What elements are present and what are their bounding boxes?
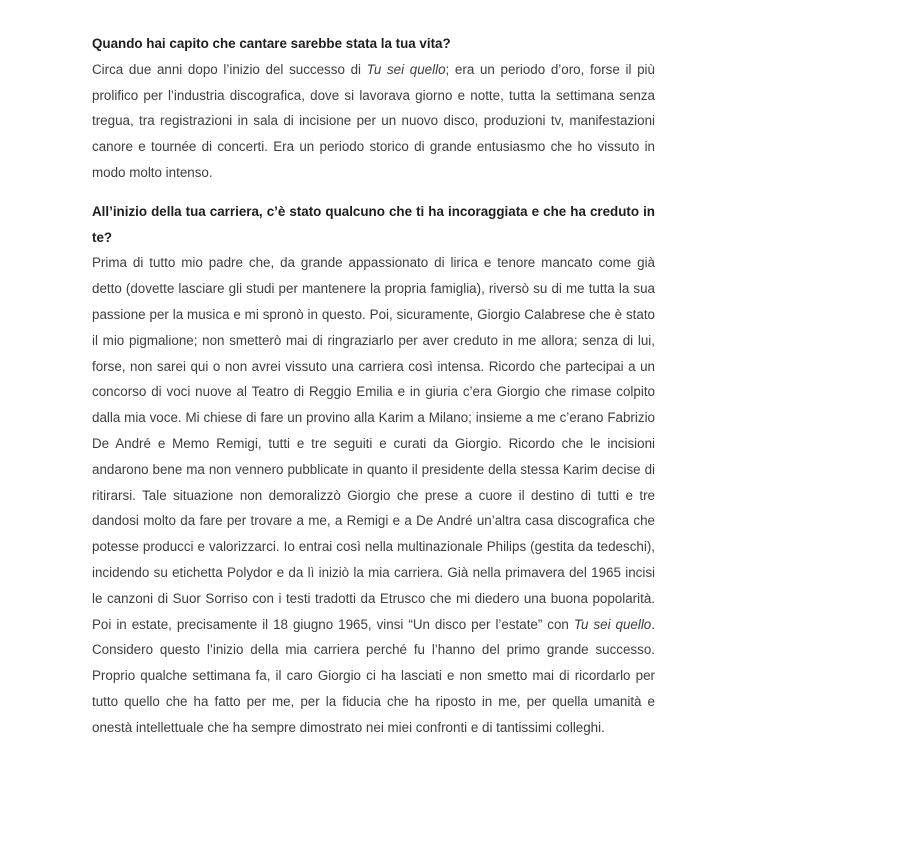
- answer-2: [92, 250, 655, 740]
- answer-2-text-a: Prima di tutto mio padre che, da grande appassionato di lirica e tenore mancato come già detto (dovette lasciare gli studi per mantenere la propria famiglia), riversò su di me tutta la sua passione per la musica e mi spronò in questo. Poi, sicuramente, Giorgio Calabrese che è stato il mio pigmalione; non smetterò mai di ringraziarlo per aver creduto in me allora; senza di lui, forse, non sarei qui o non avrei vissuto una carriera così intensa. Ricordo che partecipai a un concorso di voci nuove al Teatro di Reggio Emilia e in giuria c’era Giorgio che rimase colpito dalla mia voce. Mi chiese di fare un provino alla Karim a Milano; insieme a me c’erano Fabrizio De André e Memo Remigi, tutti e tre seguiti e curati da Giorgio. Ricordo che le incisioni andarono bene ma non vennero pubblicate in quanto il presidente della stessa Karim decise di ritirarsi. Tale situazione non demoralizzò Giorgio che prese a cuore il destino di tutti e tre dandosi molto da fare per trovare a me, a Remigi e a De André un’altra casa discografica che potesse producci e valorizzarci. Io entrai così nella multinazionale Philips (gestita da tedeschi), incidendo su etichetta Polydor e da lì iniziò la mia carriera. Già nella primavera del 1965 incisi le canzoni di Suor Sorriso con i testi tradotti da Etrusco che mi diedero una buona popolarità. Poi in estate, precisamente il 18 giugno 1965, vinsi “Un disco per l’estate” con: [92, 255, 655, 632]
- answer-2-text-b: . Considero questo l’inizio della mia carriera perché fu l’hanno del primo grande successo. Proprio qualche settimana fa, il caro Giorgio ci ha lasciati e non smetto mai di ricordarlo per tutto quello che ha fatto per me, per la fiducia che ha riposto in me, per quella umanità e onestà intellettuale che ha sempre dimostrato nei miei confronti e di tantissimi colleghi.: [92, 616, 655, 735]
- qa-block-2: [92, 199, 655, 741]
- question-1: Quando hai capito che cantare sarebbe stata la tua vita?: [92, 36, 451, 51]
- interview-article: [92, 31, 655, 754]
- answer-1-text-a: Circa due anni dopo l’inizio del successo di: [92, 61, 367, 77]
- question-2: All’inizio della tua carriera, c’è stato qualcuno che ti ha incoraggiata e che ha creduto in te?: [92, 203, 655, 245]
- answer-1-text-b: ; era un periodo d’oro, forse il più prolifico per l’industria discografica, dove si lavorava giorno e notte, tutta la settimana senza tregua, tra registrazioni in sala di incisione per un nuovo disco, produzioni tv, manifestazioni canore e tournée di concerti. Era un periodo storico di grande entusiasmo che ho vissuto in modo molto intenso.: [92, 61, 655, 180]
- answer-2-song-title: Tu sei quello: [573, 616, 652, 632]
- answer-1: [92, 57, 655, 186]
- answer-1-song-title: Tu sei quello: [366, 61, 446, 77]
- qa-block-1: [92, 31, 655, 186]
